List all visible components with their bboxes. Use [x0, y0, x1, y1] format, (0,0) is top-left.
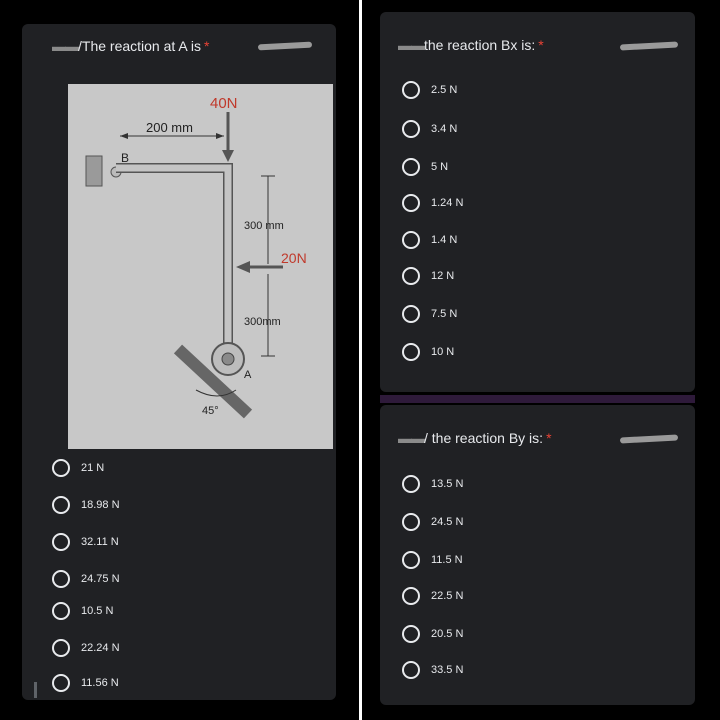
diagram-background [68, 84, 333, 449]
radio-button[interactable] [52, 570, 70, 588]
option-label: 1.24 N [431, 197, 464, 209]
option-by-0[interactable] [402, 474, 463, 494]
option-1[interactable] [52, 495, 120, 515]
option-6[interactable] [52, 673, 119, 693]
option-label: 10.5 N [81, 605, 114, 617]
label-a: A [244, 369, 252, 381]
wall-support [86, 156, 102, 186]
option-label: 5 N [431, 161, 449, 173]
required-asterisk: * [546, 430, 552, 446]
option-4[interactable] [52, 601, 113, 621]
option-bx-5[interactable] [402, 266, 454, 286]
option-bx-0[interactable] [402, 80, 457, 100]
radio-button[interactable] [402, 267, 420, 285]
option-label: 13.5 N [431, 478, 464, 490]
question-text: / the reaction By is: [424, 430, 544, 446]
option-label: 3.4 N [431, 123, 458, 135]
option-bx-3[interactable] [402, 193, 463, 213]
radio-button[interactable] [402, 158, 420, 176]
option-label: 12 N [431, 270, 455, 282]
question-number-redacted: ▬▬ [52, 38, 78, 54]
option-label: 1.4 N [431, 234, 458, 246]
option-label: 33.5 N [431, 664, 464, 676]
radio-button[interactable] [402, 120, 420, 138]
right-panel [362, 0, 720, 720]
radio-button[interactable] [402, 475, 420, 493]
radio-button[interactable] [402, 551, 420, 569]
option-bx-6[interactable] [402, 304, 457, 324]
radio-button[interactable] [402, 513, 420, 531]
option-label: 22.24 N [81, 642, 120, 654]
question-text: /The reaction at A is [78, 38, 201, 54]
radio-button[interactable] [402, 81, 420, 99]
option-label: 7.5 N [431, 308, 458, 320]
option-label: 2.5 N [431, 84, 458, 96]
question-title [52, 38, 209, 54]
label-40n: 40N [210, 95, 238, 112]
question-number-redacted: ▬▬ [398, 430, 424, 446]
option-label: 24.5 N [431, 516, 464, 528]
radio-button[interactable] [52, 602, 70, 620]
option-by-5[interactable] [402, 660, 463, 680]
mechanics-diagram [68, 84, 333, 449]
question-number-redacted: ▬▬ [398, 37, 424, 53]
option-by-4[interactable] [402, 624, 463, 644]
required-asterisk: * [203, 38, 210, 54]
radio-button[interactable] [402, 587, 420, 605]
label-200mm: 200 mm [146, 120, 193, 135]
option-label: 22.5 N [431, 590, 464, 602]
radio-button[interactable] [52, 674, 70, 692]
option-label: 21 N [81, 462, 105, 474]
option-bx-7[interactable] [402, 342, 454, 362]
radio-button[interactable] [52, 639, 70, 657]
radio-button[interactable] [402, 231, 420, 249]
label-300mm-lower: 300mm [244, 316, 281, 328]
edge-mark [34, 682, 37, 698]
radio-button[interactable] [52, 533, 70, 551]
radio-button[interactable] [52, 496, 70, 514]
required-asterisk: * [538, 37, 544, 53]
option-label: 10 N [431, 346, 455, 358]
label-20n: 20N [281, 250, 307, 266]
label-45deg: 45° [202, 405, 219, 417]
option-5[interactable] [52, 638, 120, 658]
question-title-bx [398, 37, 544, 53]
option-label: 11.5 N [431, 554, 463, 566]
option-label: 20.5 N [431, 628, 464, 640]
option-3[interactable] [52, 569, 120, 589]
option-2[interactable] [52, 532, 119, 552]
option-bx-1[interactable] [402, 119, 457, 139]
option-by-2[interactable] [402, 550, 463, 570]
label-300mm-upper: 300 mm [244, 220, 284, 232]
option-label: 18.98 N [81, 499, 120, 511]
radio-button[interactable] [402, 661, 420, 679]
radio-button[interactable] [402, 343, 420, 361]
option-by-1[interactable] [402, 512, 463, 532]
option-label: 32.11 N [81, 536, 119, 548]
option-by-3[interactable] [402, 586, 463, 606]
left-panel [0, 0, 359, 720]
option-bx-2[interactable] [402, 157, 448, 177]
card-divider [380, 395, 695, 403]
radio-button[interactable] [402, 625, 420, 643]
option-label: 11.56 N [81, 677, 119, 689]
option-label: 24.75 N [81, 573, 120, 585]
option-bx-4[interactable] [402, 230, 457, 250]
radio-button[interactable] [402, 305, 420, 323]
roller-hub [222, 353, 234, 365]
radio-button[interactable] [402, 194, 420, 212]
question-text: the reaction Bx is: [424, 37, 536, 53]
label-b: B [121, 151, 130, 165]
question-title-by [398, 430, 552, 446]
option-0[interactable] [52, 458, 104, 478]
radio-button[interactable] [52, 459, 70, 477]
